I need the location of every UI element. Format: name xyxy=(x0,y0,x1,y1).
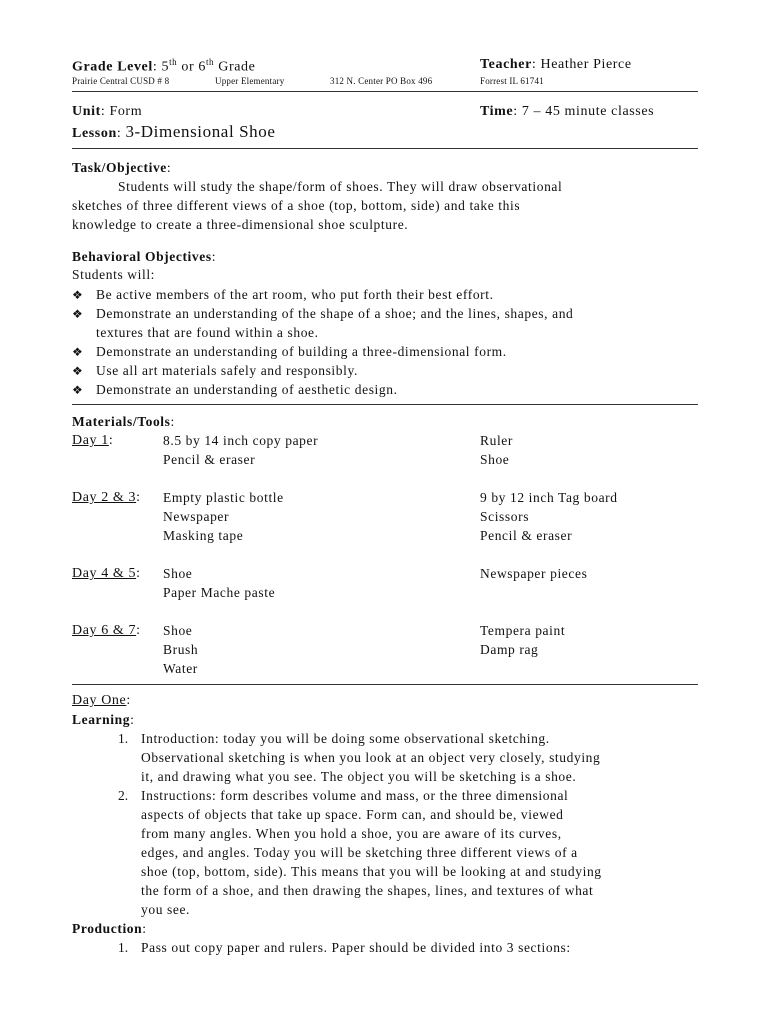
lesson-sep: : xyxy=(116,126,126,141)
grade-sup: th xyxy=(169,57,178,67)
objectives-divider xyxy=(72,404,698,405)
lesson-label: Lesson xyxy=(72,126,117,141)
time-label: Time xyxy=(480,104,514,119)
objective-text: Demonstrate an understanding of aesthetic design. xyxy=(96,382,398,397)
learning-line: Introduction: today you will be doing some observational sketching. xyxy=(141,731,550,746)
diamond-bullet-icon xyxy=(72,306,83,321)
material-item: Brush xyxy=(163,642,199,657)
objective-item xyxy=(72,306,574,322)
learning-heading-colon: : xyxy=(130,712,135,727)
day-label-text: Day 1 xyxy=(72,433,109,448)
material-item: Masking tape xyxy=(163,528,244,543)
school-city: Forrest IL 61741 xyxy=(480,76,544,86)
grade-value: or 6 xyxy=(177,59,206,75)
school-address: 312 N. Center PO Box 496 xyxy=(330,76,433,86)
learning-line: the form of a shoe, and then drawing the shapes, lines, and textures of what xyxy=(141,883,594,898)
day-label xyxy=(72,566,141,582)
behavioral-heading-colon: : xyxy=(211,249,217,264)
material-item: Pencil & eraser xyxy=(480,528,573,543)
learning-line: it, and drawing what you see. The object you will be sketching is a shoe. xyxy=(141,769,577,784)
material-item: Newspaper xyxy=(163,509,230,524)
time-value: : 7 – 45 minute classes xyxy=(513,104,655,119)
diamond-bullet-icon xyxy=(72,363,83,378)
learning-line: edges, and angles. Today you will be sketching three different views of a xyxy=(141,845,578,860)
production-heading xyxy=(72,921,147,937)
diamond-bullet-icon xyxy=(72,344,83,359)
material-item: Water xyxy=(163,661,198,676)
lesson-title: 3-Dimensional Shoe xyxy=(125,122,276,141)
task-line: sketches of three different views of a shoe (top, bottom, side) and take this xyxy=(72,198,521,213)
behavioral-heading xyxy=(72,249,216,265)
day-label xyxy=(72,433,113,449)
behavioral-intro: Students will: xyxy=(72,267,156,282)
teacher xyxy=(480,57,632,73)
diamond-bullet-icon xyxy=(72,287,83,302)
learning-line: from many angles. When you hold a shoe, you are aware of its curves, xyxy=(141,826,562,841)
material-item: 8.5 by 14 inch copy paper xyxy=(163,433,319,448)
objective-text: Demonstrate an understanding of building a three-dimensional form. xyxy=(96,344,507,359)
list-number: 1. xyxy=(118,940,129,955)
learning-heading-text: Learning xyxy=(72,712,131,727)
diamond-bullet-icon xyxy=(72,382,83,397)
materials-divider xyxy=(72,684,698,685)
production-heading-text: Production xyxy=(72,921,143,936)
task-heading-colon: : xyxy=(166,160,172,175)
header-divider xyxy=(72,91,698,92)
day-one-heading-colon: : xyxy=(126,693,131,708)
objective-text: Use all art materials safely and responsibly. xyxy=(96,363,358,378)
material-item: Ruler xyxy=(480,433,513,448)
day-label-colon: : xyxy=(136,566,141,581)
grade-level-label: Grade Level xyxy=(72,59,153,75)
school-name: Prairie Central CUSD # 8 xyxy=(72,76,170,86)
learning-line: Instructions: form describes volume and mass, or the three dimensional xyxy=(141,788,569,803)
day-label-colon: : xyxy=(136,490,141,505)
teacher-label: Teacher xyxy=(480,57,532,72)
day-label xyxy=(72,623,141,639)
day-label-colon: : xyxy=(136,623,141,638)
material-item: Damp rag xyxy=(480,642,539,657)
objective-text: Demonstrate an understanding of the shape of a shoe; and the lines, shapes, and xyxy=(96,306,574,321)
material-item: Shoe xyxy=(163,623,193,638)
list-number: 1. xyxy=(118,731,129,746)
school-type: Upper Elementary xyxy=(215,76,285,86)
grade-level xyxy=(72,57,255,76)
grade-value: : 5 xyxy=(152,59,170,75)
objective-item xyxy=(72,363,358,379)
day-label-text: Day 2 & 3 xyxy=(72,490,137,505)
lesson-divider xyxy=(72,148,698,149)
unit-value: : Form xyxy=(100,104,143,119)
grade-value: Grade xyxy=(214,59,256,75)
task-line: Students will study the shape/form of shoes. They will draw observational xyxy=(118,179,563,194)
objective-continuation: textures that are found within a shoe. xyxy=(96,325,319,340)
grade-sup: th xyxy=(205,57,215,67)
materials-heading-text: Materials/Tools xyxy=(72,414,171,429)
task-heading xyxy=(72,160,171,176)
learning-line: shoe (top, bottom, side). This means that you will be looking at and studying xyxy=(141,864,602,879)
day-label-text: Day 4 & 5 xyxy=(72,566,137,581)
material-item: Empty plastic bottle xyxy=(163,490,284,505)
day-label-colon: : xyxy=(108,433,114,448)
day-label-text: Day 6 & 7 xyxy=(72,623,137,638)
behavioral-heading-text: Behavioral Objectives xyxy=(72,249,212,264)
material-item: Pencil & eraser xyxy=(163,452,256,467)
day-label xyxy=(72,490,141,506)
material-item: Shoe xyxy=(163,566,193,581)
learning-line: Observational sketching is when you look at an object very closely, studying xyxy=(141,750,601,765)
day-one-heading-text: Day One xyxy=(72,693,127,708)
teacher-value: : Heather Pierce xyxy=(531,57,632,72)
production-heading-colon: : xyxy=(142,921,147,936)
objective-item xyxy=(72,382,398,398)
lesson xyxy=(72,122,276,142)
learning-line: you see. xyxy=(141,902,191,917)
learning-line: aspects of objects that take up space. Form can, and should be, viewed xyxy=(141,807,564,822)
unit xyxy=(72,104,142,120)
materials-heading-colon: : xyxy=(170,414,175,429)
material-item: 9 by 12 inch Tag board xyxy=(480,490,618,505)
list-number: 2. xyxy=(118,788,129,803)
task-line: knowledge to create a three-dimensional shoe sculpture. xyxy=(72,217,409,232)
material-item: Tempera paint xyxy=(480,623,566,638)
objective-item xyxy=(72,287,494,303)
objective-text: Be active members of the art room, who put forth their best effort. xyxy=(96,287,494,302)
objective-item xyxy=(72,344,507,360)
learning-heading xyxy=(72,712,134,728)
material-item: Scissors xyxy=(480,509,530,524)
material-item: Paper Mache paste xyxy=(163,585,276,600)
production-line: Pass out copy paper and rulers. Paper should be divided into 3 sections: xyxy=(141,940,571,955)
unit-label: Unit xyxy=(72,104,101,119)
time xyxy=(480,104,654,120)
materials-heading xyxy=(72,414,175,430)
task-heading-text: Task/Objective xyxy=(72,160,167,175)
material-item: Shoe xyxy=(480,452,510,467)
day-one-heading xyxy=(72,693,131,709)
material-item: Newspaper pieces xyxy=(480,566,588,581)
